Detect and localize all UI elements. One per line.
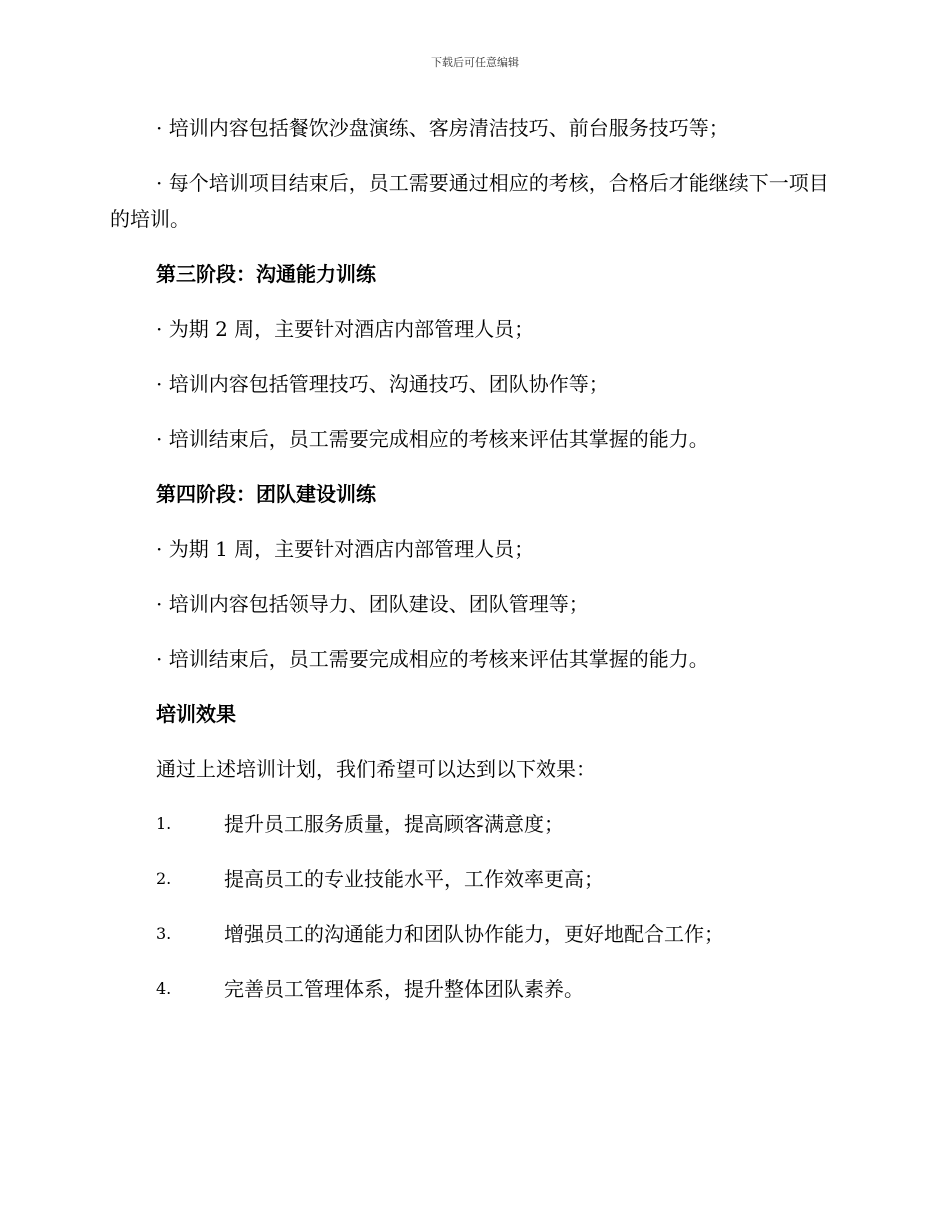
page-header: 下载后可任意编辑 — [431, 56, 519, 69]
list-item-text: 增强员工的沟通能力和团队协作能力，更好地配合工作； — [224, 922, 724, 946]
paragraph-stage-three-content: · 培训内容包括管理技巧、沟通技巧、团队协作等； — [156, 372, 609, 396]
list-item — [110, 861, 840, 897]
paragraph-training-content: · 培训内容包括餐饮沙盘演练、客房清洁技巧、前台服务技巧等； — [156, 116, 729, 140]
paragraph-stage-four-assessment: · 培训结束后，员工需要完成相应的考核来评估其掌握的能力。 — [156, 647, 709, 671]
paragraph-assessment: · 每个培训项目结束后，员工需要通过相应的考核，合格后才能继续下一项目的培训。 — [110, 171, 829, 231]
paragraph-stage-three-assessment: · 培训结束后，员工需要完成相应的考核来评估其掌握的能力。 — [156, 427, 709, 451]
heading-stage-three: 第三阶段：沟通能力训练 — [156, 262, 376, 286]
paragraph-stage-four-content: · 培训内容包括领导力、团队建设、团队管理等； — [156, 592, 589, 616]
list-item-number: 4. — [156, 979, 172, 998]
heading-stage-four: 第四阶段：团队建设训练 — [156, 482, 376, 506]
paragraph-stage-three-duration: · 为期 2 周，主要针对酒店内部管理人员； — [156, 317, 535, 341]
paragraph-stage-four-duration: · 为期 1 周，主要针对酒店内部管理人员； — [156, 537, 535, 561]
heading-training-effect: 培训效果 — [156, 702, 236, 726]
paragraph-effect-intro: 通过上述培训计划，我们希望可以达到以下效果： — [156, 757, 596, 781]
list-item-text: 提升员工服务质量，提高顾客满意度； — [224, 812, 564, 836]
list-item-number: 2. — [156, 869, 172, 888]
list-item-text: 提高员工的专业技能水平，工作效率更高； — [224, 867, 604, 891]
list-item — [110, 916, 840, 952]
document-body — [110, 110, 840, 1026]
list-item-text: 完善员工管理体系，提升整体团队素养。 — [224, 977, 584, 1001]
list-item-number: 1. — [156, 814, 172, 833]
list-item — [110, 971, 840, 1007]
list-item — [110, 806, 840, 842]
list-item-number: 3. — [156, 924, 172, 943]
